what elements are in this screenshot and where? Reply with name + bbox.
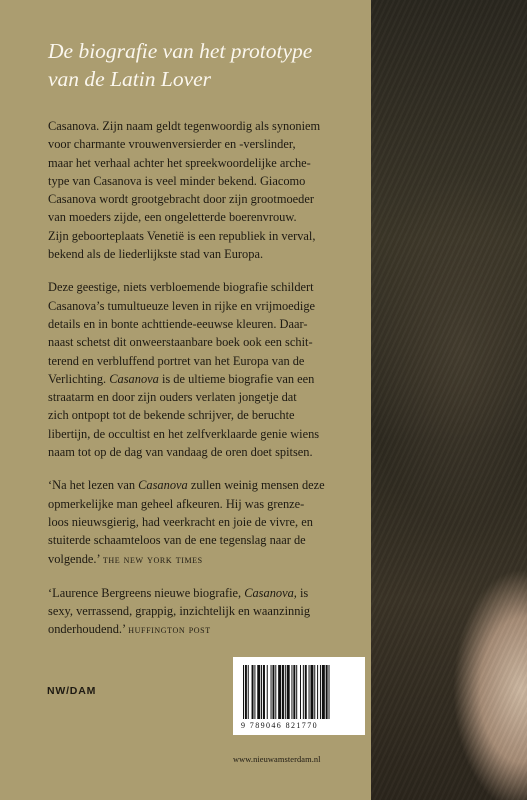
barcode-bar [310,665,313,719]
barcode-bar [285,665,286,719]
text-line: Verlichting. [48,371,107,386]
title-line-2: van de Latin Lover [48,67,212,91]
text-line: libertijn, de occultist en het zelfverklaarde genie wiens [48,426,320,441]
quote-source: huffington post [128,624,211,637]
text-line: is [296,585,309,600]
barcode-bar [314,665,315,719]
isbn-number: 9 789046 821770 [241,721,318,730]
text-line: Deze geestige, niets verbloemende biografie schildert [48,280,314,295]
text-line: voor charmante vrouwenversierder en -verslinder, [48,137,296,152]
barcode-bar [275,665,276,719]
barcode-bar [243,665,244,719]
barcode-bar [272,665,274,719]
text-line: Zijn geboorteplaats Venetië is een republiek in verval, [48,228,316,243]
title-line-1: De biografie van het prototype [48,39,313,63]
quote-source: the new york times [102,553,203,566]
barcode-bar [263,665,265,719]
text-line: zich ontpopt tot de bekende schrijver, de beruchte [48,408,295,423]
barcode-bar [317,665,318,719]
book-title-italic: Casanova, [244,585,297,600]
book-title-italic: Casanova [138,478,188,493]
text-line: naam tot op de dag van vandaag de oren doet spitsen. [48,445,313,460]
blurb [48,117,366,655]
barcode-bar [320,665,321,719]
barcode-bar [261,665,262,719]
barcode-bar [300,665,301,719]
barcode-bar [291,665,292,719]
isbn-barcode [233,657,365,735]
paragraph-intro [48,117,366,263]
barcode-bar [248,665,249,719]
text-line: maar het verhaal achter het spreekwoordelijke arche- [48,155,311,170]
barcode-bar [293,665,295,719]
barcode-bar [254,665,255,719]
barcode-bar [296,665,297,719]
text-line: loos nieuwsgierig, had veerkracht en joie de vivre, en [48,514,313,529]
barcode-bar [278,665,281,719]
barcode-bar [309,665,310,719]
text-line: stuiterde schaamteloos van de ene tegenslag naar de [48,533,306,548]
text-line: opmerkelijke man geheel afkeuren. Hij was grenze- [48,496,305,511]
text-line: zullen weinig mensen deze [187,478,325,493]
portrait-painting [371,0,527,800]
book-title-italic: Casanova [109,371,159,386]
barcode-bar [257,665,260,719]
text-line: ‘Laurence Bergreens nieuwe biografie, [48,585,245,600]
review-quote-nyt [48,476,366,568]
barcode-bar [303,665,304,719]
text-line: onderhoudend.’ [48,622,126,637]
text-line: Casanova wordt grootgebracht door zijn grootmoeder [48,192,314,207]
text-line: ‘Na het lezen van [48,478,139,493]
text-line: Casanova. Zijn naam geldt tegenwoordig als synoniem [48,119,321,133]
publisher-logo: NW/DAM [47,685,97,697]
barcode-bar [287,665,290,719]
text-line: van moeders zijde, een ongeletterde boerenvrouw. [48,210,297,225]
text-line: straatarm en door zijn ouders verlaten jongetje dat [48,390,297,405]
barcode-bar [267,665,268,719]
review-quote-huffpost [48,584,366,640]
text-line: terend en verbluffend portret van het Europa van de [48,353,305,368]
barcode-bar [252,665,254,719]
barcode-bar [326,665,328,719]
barcode-bar [245,665,247,719]
barcode-bar [322,665,325,719]
text-line: sexy, verrassend, grappig, inzichtelijk en waanzinnig [48,604,311,619]
publisher-website: www.nieuwamsterdam.nl [233,755,321,764]
barcode-bar [271,665,272,719]
text-line: volgende.’ [48,551,100,566]
text-line: bekend als de liederlijkste stad van Europa. [48,247,264,262]
text-line: is de ultieme biografie van een [158,371,315,386]
text-line: naast schetst dit onweerstaanbare boek ook een schit- [48,335,313,350]
barcode-bar [305,665,307,719]
paragraph-description [48,278,366,461]
text-line: Casanova’s tumultueuze leven in rijke en vrijmoedige [48,298,316,313]
barcode-bars [243,665,356,719]
cover-title [48,37,368,93]
text-line: type van Casanova is veel minder bekend. Giacomo [48,173,306,188]
barcode-bar [282,665,284,719]
barcode-bar [329,665,330,719]
text-line: details en in bonte achttiende-eeuwse kleuren. Daar- [48,316,308,331]
